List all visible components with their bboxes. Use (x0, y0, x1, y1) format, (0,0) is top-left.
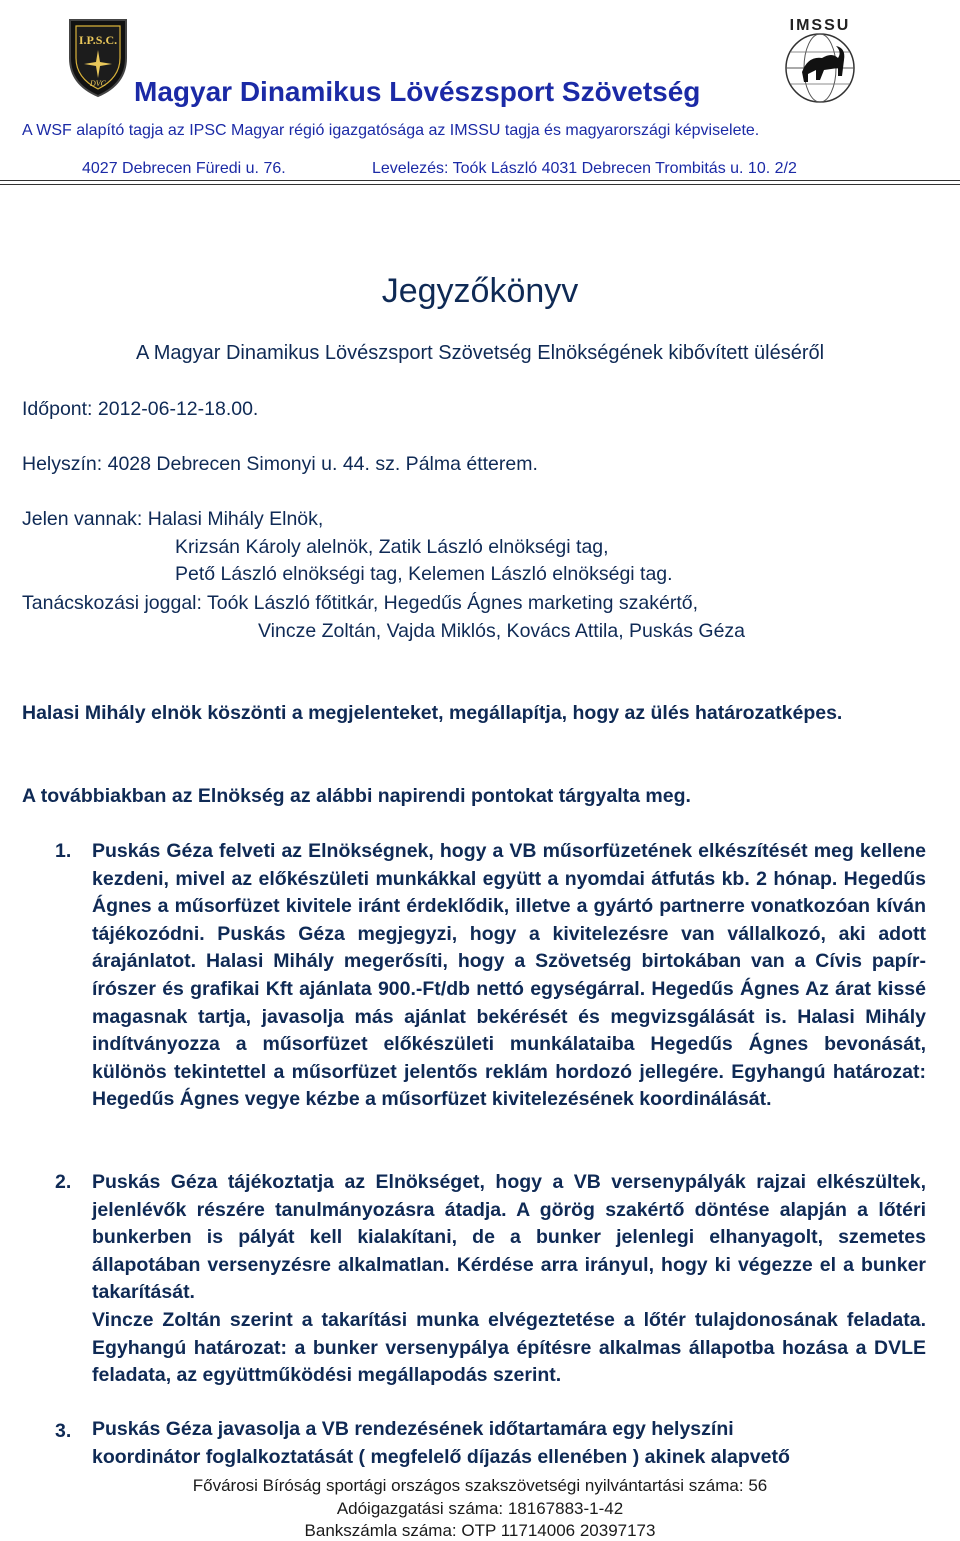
org-address: 4027 Debrecen Füredi u. 76. (82, 160, 286, 177)
meeting-time: Időpont: 2012-06-12-18.00. (22, 398, 259, 420)
intro-paragraph: Halasi Mihály elnök köszönti a megjelenteket, megállapítja, hogy az ülés határozatképes. (22, 702, 843, 724)
agenda-item-2-number: 2. (55, 1171, 72, 1193)
footer-tax-number: Adóigazgatási száma: 18167883-1-42 (336, 1499, 624, 1518)
document-title: Jegyzőkönyv (381, 272, 579, 310)
footer-bank-account: Bankszámla száma: OTP 11714006 20397173 (304, 1521, 656, 1540)
agenda-item-2-text-a: Puskás Géza tájékoztatja az Elnökséget, hogy a VB versenypályák rajzai elkészültek, jelenlévők részére tanulmányozásra átadja. A görög szakértő döntése alapján a lőtéri bunkerben is pályát kell kialakítani, de a bunker jelenlegi elhanyagolt, szemetes állapotában versenyzésre alkalmatlan. Kérdése arra irányul, hogy ki végezze el a bunker takarítását. (92, 1171, 926, 1304)
attendees-present-line-3: Pető László elnökségi tag, Kelemen László elnökségi tag. (175, 563, 673, 585)
svg-text:I.P.S.C.: I.P.S.C. (78, 33, 118, 47)
attendees-present-line-1: Jelen vannak: Halasi Mihály Elnök, (22, 508, 324, 530)
document-subtitle: A Magyar Dinamikus Lövészsport Szövetség Elnökségének kibővített üléséről (135, 342, 825, 364)
ipsc-logo (62, 14, 134, 100)
agenda-item-3-number: 3. (55, 1420, 72, 1442)
agenda-item-1-text: Puskás Géza felveti az Elnökségnek, hogy a VB műsorfüzetének elkészítését meg kellene kezdeni, mivel az előkészületi munkákkal együtt a nyomdai átfutás kb. 2 hónap. Hegedűs Ágnes a műsorfüzet kivitele iránt érdeklődik, illetve a gyártó partnerre vonatkozóan kíván tájékozódni. Puskás Géza megjegyzi, hogy a kivitelezésre van vállalkozó, aki adott árajánlatot. Halasi Mihály megerősíti, hogy a Szövetség birtokában van a Cívis papír-írószer és grafikai Kft ajánlata 900.-Ft/db nettó egységárral. Hegedűs Ágnes Az árat kissé magasnak tartja, javasolja más ajánlat bekérését és megvizsgálását is. Halasi Mihály indítványozza a műsorfüzet előkészületi munkálataiba Hegedűs Ágnes bevonását, különös tekintettel a műsorfüzet jelentős reklám hordozó jellegére. Egyhangú határozat: Hegedűs Ágnes vegye kézbe a műsorfüzet kivitelezésének koordinálását. (92, 840, 926, 1111)
svg-text:IMSSU: IMSSU (789, 17, 851, 34)
org-subtitle: A WSF alapító tagja az IPSC Magyar régió igazgatósága az IMSSU tagja és magyarországi képviselete. (22, 122, 760, 139)
header-divider-second (0, 184, 960, 185)
agenda-item-1-number: 1. (55, 840, 72, 862)
attendees-advisory-line-1: Tanácskozási joggal: Toók László főtitkár, Hegedűs Ágnes marketing szakértő, (22, 592, 699, 614)
agenda-item-3-line-1: Puskás Géza javasolja a VB rendezésének időtartamára egy helyszíni (92, 1418, 734, 1440)
header-divider (0, 180, 960, 181)
footer-registry: Fővárosi Bíróság sportági országos szakszövetségi nyilvántartási száma: 56 (192, 1476, 768, 1495)
meeting-place: Helyszín: 4028 Debrecen Simonyi u. 44. sz. Pálma étterem. (22, 453, 538, 475)
attendees-advisory-line-2: Vincze Zoltán, Vajda Miklós, Kovács Attila, Puskás Géza (258, 620, 746, 642)
agenda-item-3-line-2: koordinátor foglalkoztatását ( megfelelő díjazás ellenében ) akinek alapvető (92, 1446, 790, 1468)
agenda-intro: A továbbiakban az Elnökség az alábbi napirendi pontokat tárgyalta meg. (22, 785, 691, 807)
agenda-item-2-text-b: Vincze Zoltán szerint a takarítási munka elvégeztetése a lőtér tulajdonosának feladata. Egyhangú határozat: a bunker versenypálya építésre alkalmas állapotba hozása a DVLE feladata, az együttműködési megállapodás szerint. (92, 1309, 926, 1387)
org-name: Magyar Dinamikus Lövészsport Szövetség (134, 76, 701, 107)
svg-text:DVC: DVC (90, 79, 106, 88)
imssu-logo (762, 12, 880, 104)
org-mail-address: Levelezés: Toók László 4031 Debrecen Trombitás u. 10. 2/2 (372, 160, 797, 177)
attendees-present-line-2: Krizsán Károly alelnök, Zatik László elnökségi tag, (175, 536, 609, 558)
